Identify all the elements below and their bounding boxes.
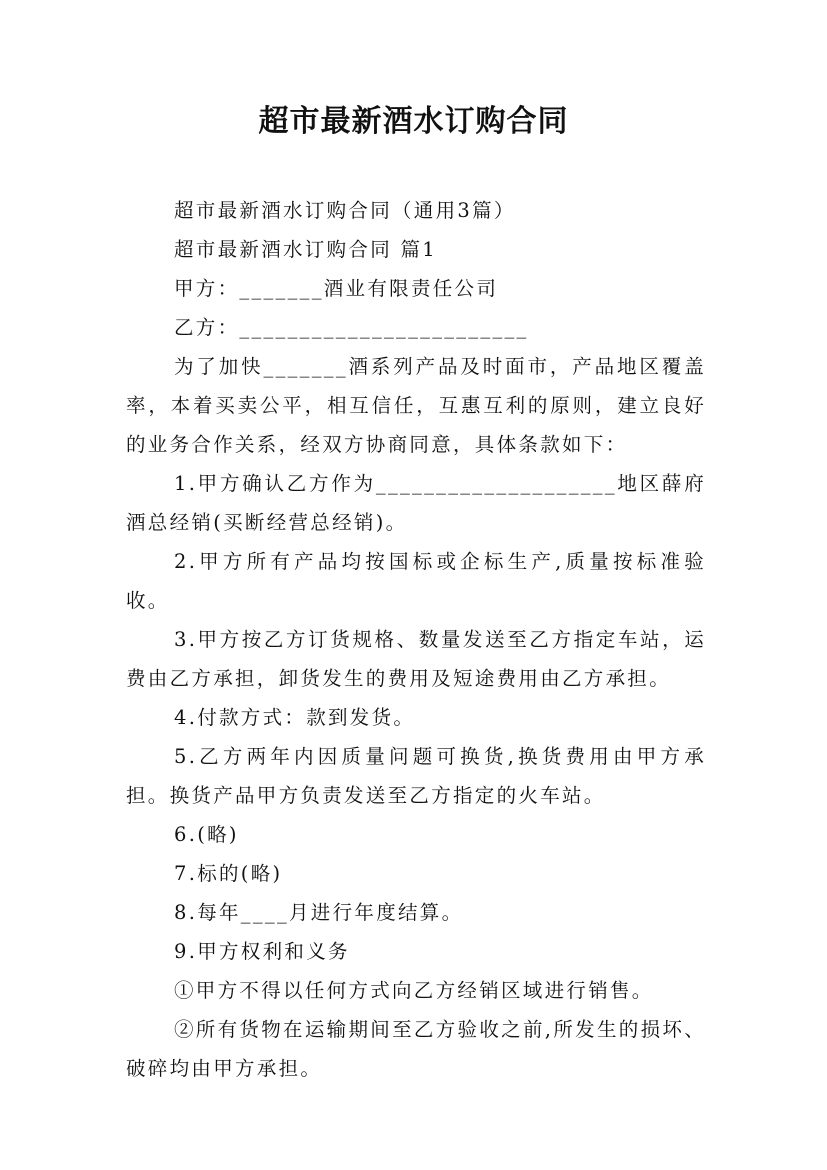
section-heading: 超市最新酒水订购合同 篇1 [174,238,438,261]
clause-9-item-1: ①甲方不得以任何方式向乙方经销区域进行销售。 [174,979,654,1002]
document-title: 超市最新酒水订购合同 [258,104,569,139]
subtitle-line: 超市最新酒水订购合同（通用3篇） [174,199,516,222]
clause-9-item-2: ②所有货物在运输期间至乙方验收之前,所发生的损坏、破碎均由甲方承担。 [126,1018,706,1080]
clause-5: 5.乙方两年内因质量问题可换货,换货费用由甲方承担。换货产品甲方负责发送至乙方指定的火车站。 [126,745,706,807]
party-b-line: 乙方：________________________ [174,316,529,339]
document-body [126,191,706,1088]
clause-9: 9.甲方权利和义务 [174,940,350,963]
clause-1: 1.甲方确认乙方作为____________________地区薛府酒总经销(买断经营总经销)。 [126,472,706,534]
clause-2: 2.甲方所有产品均按国标或企标生产,质量按标准验收。 [126,550,706,612]
preamble-paragraph: 为了加快_______酒系列产品及时面市，产品地区覆盖率，本着买卖公平，相互信任，互惠互利的原则，建立良好的业务合作关系，经双方协商同意，具体条款如下： [126,355,706,456]
clause-7: 7.标的(略) [174,862,283,885]
clause-6: 6.(略) [174,823,239,846]
clause-3: 3.甲方按乙方订货规格、数量发送至乙方指定车站，运费由乙方承担，卸货发生的费用及短途费用由乙方承担。 [126,628,706,690]
clause-8: 8.每年____月进行年度结算。 [174,901,464,924]
clause-4: 4.付款方式：款到发货。 [174,706,416,729]
party-a-line: 甲方：_______酒业有限责任公司 [174,277,499,300]
